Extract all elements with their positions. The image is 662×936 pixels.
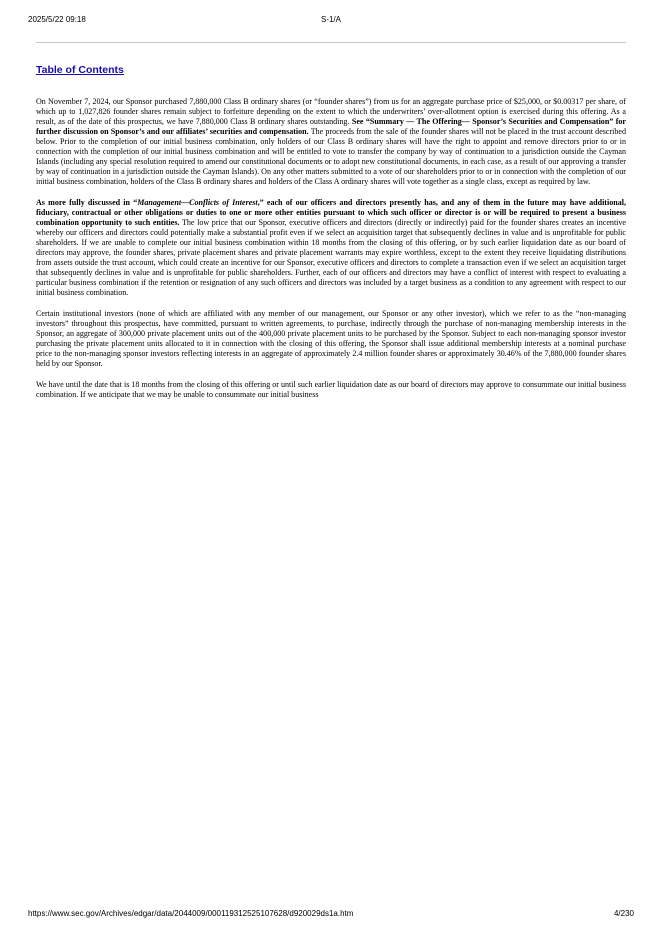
paragraph-bold-text: ,” each of our officers and directors presently has, and any of them in the future may have additional, fiduciary, contractual or other obligations or duties to one or more other entities pursuant to which such officer or director is or will be required to present a business combination opportunity to such entities. bbox=[36, 198, 626, 227]
document-body bbox=[36, 60, 626, 411]
paragraph-text: The low price that our Sponsor, executive officers and directors (directly or indirectly) paid for the founder shares creates an incentive whereby our officers and directors could potentially make a substantial profit even if we select an acquisition target that subsequently declines in value and is unprofitable for public shareholders. If we are unable to complete our initial business combination within 18 months from the closing of this offering, or by such earlier liquidation date as our board of directors may approve, the founder shares, private placement shares and private placement warrants may expire worthless, except to the extent they receive liquidating distributions from assets outside the trust account, which could create an incentive for our Sponsor, executive officers and directors to complete a transaction even if we select an acquisition target that subsequently declines in value and is unprofitable for public shareholders. Further, each of our officers and directors may have a conflict of interest with respect to evaluating a particular business combination if the retention or resignation of any such officers and directors was included by a target business as a condition to any agreement with respect to our initial business combination. bbox=[36, 218, 627, 297]
paragraph-conflicts-of-interest bbox=[36, 198, 626, 298]
paragraph-text: On November 7, 2024, our Sponsor purchased 7,880,000 Class B ordinary shares (or “founder shares”) from us for an aggregate purchase price of $25,000, or $0.00317 per share, of which up to 1,027,826 founder shares remain subject to forfeiture depending on the extent to which the underwriters’ over-allotment option is exercised during this offering. As a result, as of the date of this prospectus, we have 7,880,000 Class B ordinary shares outstanding. bbox=[36, 97, 626, 126]
paragraph-bold-text: As more fully discussed in “ bbox=[36, 198, 138, 207]
document-title: S-1/A bbox=[320, 15, 341, 24]
print-datetime: 2025/5/22 09:18 bbox=[28, 15, 86, 24]
paragraph-founder-shares bbox=[36, 97, 626, 187]
paragraph-text: The proceeds from the sale of the founder shares will not be placed in the trust account described below. Prior to the completion of our initial business combination, only holders of our Class B ordinary shares will have the right to appoint and remove directors prior to or in connection with the completion of our initial business combination and will be entitled to vote to transfer the company by way of continuation to a jurisdiction outside the Cayman Islands (including any special resolution required to amend our constitutional documents or to adopt new constitutional documents, in each case, as a result of our approving a transfer by way of continuation in a jurisdiction outside the Cayman Islands). On any other matters submitted to a vote of our shareholders prior to or in connection with the completion of our initial business combination, holders of the Class B ordinary shares and holders of the Class A ordinary shares will vote together as a single class, except as required by law. bbox=[36, 127, 627, 186]
header-divider bbox=[36, 42, 626, 43]
paragraph-bold-text: See “Summary — The Offering— Sponsor’s Securities and Compensation” for further discussion on Sponsor’s and our affiliates’ securities and compensation. bbox=[36, 117, 626, 136]
paragraph-business-combination-deadline: We have until the date that is 18 months from the closing of this offering or until such earlier liquidation date as our board of directors may approve to consummate our initial business combination. If we anticipate that we may be unable to consummate our initial business bbox=[36, 380, 626, 399]
page-number: 4/230 bbox=[613, 909, 634, 918]
table-of-contents-link[interactable]: Table of Contents bbox=[36, 64, 124, 76]
source-url: https://www.sec.gov/Archives/edgar/data/2044009/000119312525107628/d920029ds1a.htm bbox=[28, 909, 354, 918]
paragraph-bold-italic-text: Management—Conflicts of Interest bbox=[137, 198, 258, 207]
paragraph-non-managing-investors: Certain institutional investors (none of which are affiliated with any member of our management, our Sponsor or any other investor), which we refer to as the “non-managing investors” throughout this prospectus, have committed, pursuant to written agreements, to purchase, indirectly through the purchase of non-managing membership interests in the Sponsor, an aggregate of 300,000 private placement units out of the 400,000 private placement units to be purchased by the Sponsor. Subject to each non-managing sponsor investor purchasing the private placement units allocated to it in connection with the closing of this offering, the Sponsor shall issue additional membership interests at a nominal purchase price to the non-managing sponsor investors reflecting interests in an aggregate of approximately 2.4 million founder shares or approximately 30.46% of the 7,880,000 founder shares held by our Sponsor. bbox=[36, 309, 626, 368]
